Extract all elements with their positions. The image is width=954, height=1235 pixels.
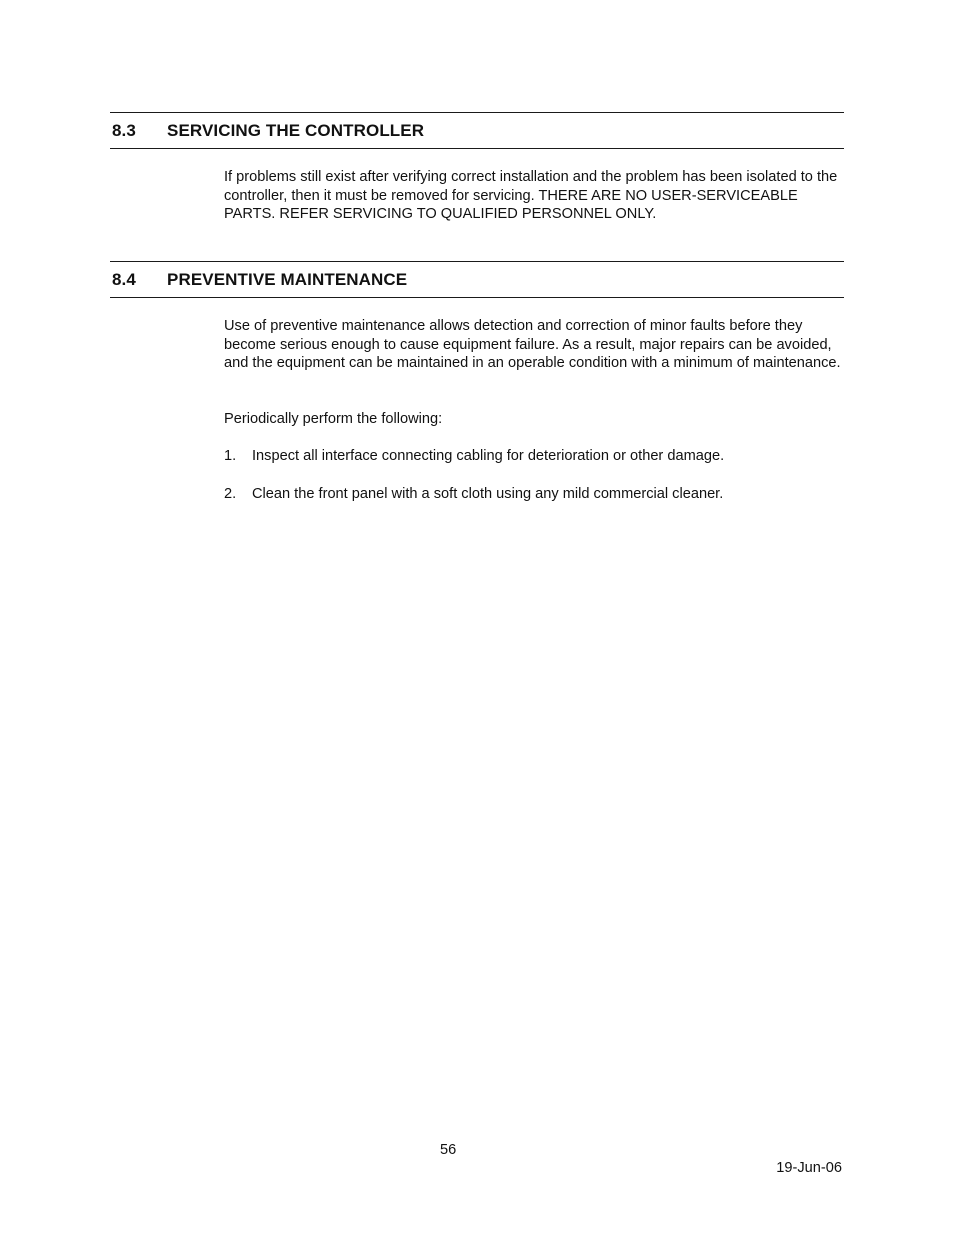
section-title: SERVICING THE CONTROLLER [167,121,425,140]
page-date: 19-Jun-06 [776,1160,842,1176]
section-title: PREVENTIVE MAINTENANCE [167,270,408,289]
maintenance-paragraph: Use of preventive maintenance allows detection and correction of minor faults before they become serious enough to cause equipment failure. As a result, major repairs can be avoided, and the equipment can be maintained in an operable condition with a minimum of maintenance. [224,318,841,372]
list-marker: 2. [224,486,237,502]
list-text: Clean the front panel with a soft cloth using any mild commercial cleaner. [252,486,724,502]
periodic-intro: Periodically perform the following: [224,411,443,427]
servicing-paragraph: If problems still exist after verifying correct installation and the problem has been isolated to the controller, then it must be removed for servicing. THERE ARE NO USER-SERVICEABLE PARTS. REFER SERVICING TO QUALIFIED PERSONNEL ONLY. [224,169,838,223]
page-number: 56 [440,1142,457,1158]
list-marker: 1. [224,448,237,464]
section-header-8-3 [110,112,844,149]
section-number: 8.3 [112,121,136,140]
list-text: Inspect all interface connecting cabling for deterioration or other damage. [252,448,725,464]
section-number: 8.4 [112,270,136,289]
section-header-8-4 [110,261,844,298]
